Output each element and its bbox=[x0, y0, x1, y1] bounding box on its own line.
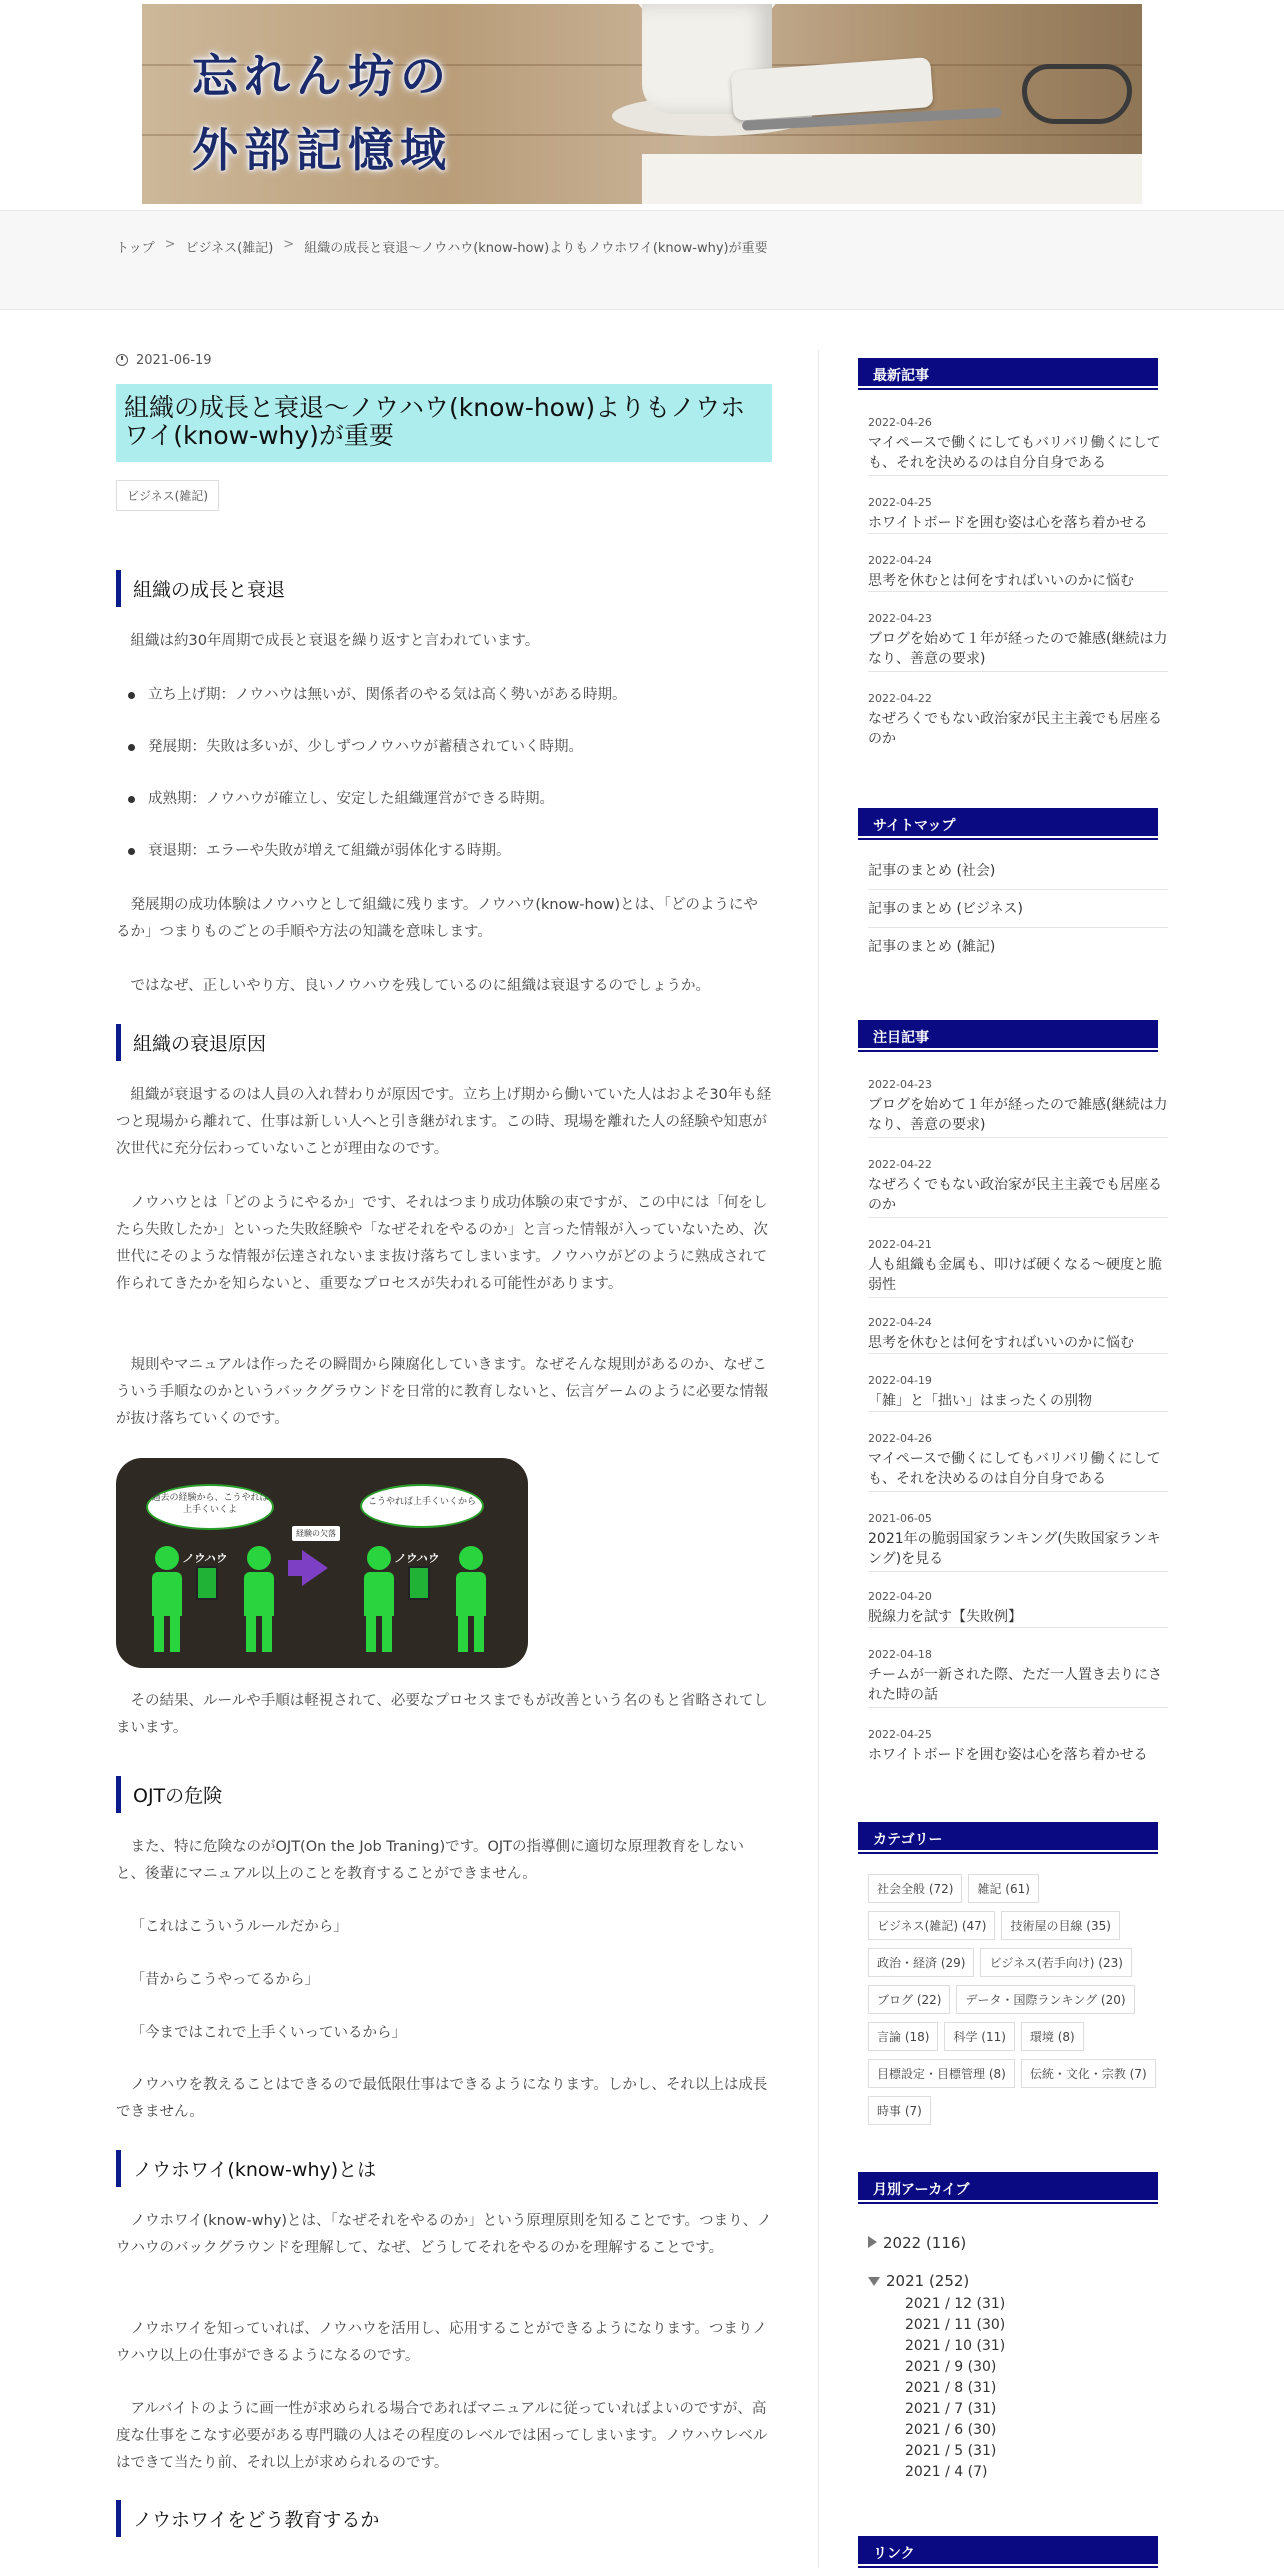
expand-icon bbox=[868, 2236, 877, 2248]
phase-list bbox=[116, 682, 627, 890]
popular-posts-heading: 注目記事 bbox=[858, 1020, 1158, 1050]
popular-post[interactable]: 2022-04-23 ブログを始めて１年が経ったので雑感(継続は力なり、善意の要求) bbox=[868, 1078, 1168, 1138]
heading-ojt: OJTの危険 bbox=[116, 1776, 222, 1813]
heading-cause: 組織の衰退原因 bbox=[116, 1024, 266, 1061]
category-tag[interactable]: 目標設定・目標管理 (8) bbox=[868, 2059, 1015, 2088]
category-tag[interactable]: 政治・経済 (29) bbox=[868, 1948, 974, 1977]
recent-post[interactable]: 2022-04-26 マイペースで働くにしてもバリバリ働くにしても、それを決めるのは自分自身である bbox=[868, 416, 1168, 476]
paragraph: ノウハウとは「どのようにやるか」です、それはつまり成功体験の束ですが、この中には「何をしたら失敗したか」といった失敗経験や「なぜそれをやるのか」と言った情報が入っていないため、次世代にそのような情報が伝達されないまま抜け落ちてしまいます。ノウハウがどのように熟成されて作られてきたかを知らないと、重要なプロセスが失われる可能性があります。 bbox=[116, 1195, 768, 1292]
list-item: 成熟期：ノウハウが確立し、安定した組織運営ができる時期。 bbox=[116, 786, 627, 838]
sitemap-link[interactable]: 記事のまとめ (雑記) bbox=[868, 939, 996, 955]
paragraph: 発展期の成功体験はノウハウとして組織に残ります。ノウハウ(know-how)とは、「どのようにやるか」つまりものごとの手順や方法の知識を意味します。 bbox=[116, 897, 758, 940]
archive-month[interactable]: 2021 / 8 (31) bbox=[905, 2380, 997, 2396]
article-tag[interactable]: ビジネス(雑記) bbox=[116, 480, 219, 511]
archive-heading: 月別アーカイブ bbox=[858, 2172, 1158, 2202]
category-tag[interactable]: 技術屋の目線 (35) bbox=[1001, 1911, 1119, 1940]
category-tag[interactable]: 社会全般 (72) bbox=[868, 1874, 962, 1903]
sitemap-link[interactable]: 記事のまとめ (ビジネス) bbox=[868, 890, 1168, 928]
quote: 「今まではこれで上手くいっているから」 bbox=[130, 2025, 406, 2041]
links-heading: リンク bbox=[858, 2536, 1158, 2566]
breadcrumb-band bbox=[0, 210, 1284, 310]
recent-post[interactable]: 2022-04-23 ブログを始めて１年が経ったので雑感(継続は力なり、善意の要求) bbox=[868, 612, 1168, 672]
arrow-label: 経験の欠落 bbox=[292, 1526, 340, 1541]
recent-post[interactable]: 2022-04-25 ホワイトボードを囲む姿は心を落ち着かせる bbox=[868, 496, 1168, 534]
article bbox=[116, 350, 772, 2531]
paragraph: ノウホワイ(know-why)とは、「なぜそれをやるのか」という原理原則を知ることです。つまり、ノウハウのバックグラウンドを理解して、なぜ、どうしてそれをやるのかを理解することです。 bbox=[116, 2213, 772, 2256]
archive-year-2022[interactable]: 2022 (116) bbox=[868, 2234, 966, 2252]
popular-post[interactable]: 2022-04-22 なぜろくでもない政治家が民主主義でも居座るのか bbox=[868, 1158, 1168, 1218]
paragraph: 規則やマニュアルは作ったその瞬間から陳腐化していきます。なぜそんな規則があるのか、なぜこういう手順なのかというバックグラウンドを日常的に教育しないと、伝言ゲームのように必要な情報が抜け落ちていくのです。 bbox=[116, 1357, 769, 1427]
recent-post[interactable]: 2022-04-22 なぜろくでもない政治家が民主主義でも居座るのか bbox=[868, 692, 1162, 747]
category-tag[interactable]: データ・国際ランキング (20) bbox=[956, 1985, 1134, 2014]
paragraph: また、特に危険なのがOJT(On the Job Traning)です。OJTの指導側に適切な原理教育をしないと、後輩にマニュアル以上のことを教育することができません。 bbox=[116, 1839, 745, 1882]
article-date: 2021-06-19 bbox=[116, 350, 772, 370]
archive-month[interactable]: 2021 / 12 (31) bbox=[905, 2296, 1006, 2312]
list-item: 立ち上げ期：ノウハウは無いが、関係者のやる気は高く勢いがある時期。 bbox=[116, 682, 627, 734]
category-tag[interactable]: 科学 (11) bbox=[944, 2022, 1014, 2051]
arrow-right-icon bbox=[302, 1550, 328, 1586]
category-tag[interactable]: 雑記 (61) bbox=[968, 1874, 1038, 1903]
breadcrumb-category[interactable]: ビジネス(雑記) bbox=[185, 241, 274, 256]
paragraph: 組織は約30年周期で成長と衰退を繰り返すと言われています。 bbox=[130, 633, 540, 649]
heading-growth: 組織の成長と衰退 bbox=[116, 570, 285, 607]
category-tag[interactable]: 時事 (7) bbox=[868, 2096, 931, 2125]
popular-post[interactable]: 2022-04-25 ホワイトボードを囲む姿は心を落ち着かせる bbox=[868, 1728, 1148, 1763]
knowhow-illustration: 過去の経験から、こうやれば上手くいくよ こうやれば上手くいくから 経験の欠落 ノウハウ ノウハウ bbox=[116, 1458, 528, 1668]
heading-teach: ノウホワイをどう教育するか bbox=[116, 2500, 379, 2537]
sitemap-heading: サイトマップ bbox=[858, 808, 1158, 838]
site-title-line2: 外部記憶域 bbox=[192, 123, 452, 177]
paragraph: 組織が衰退するのは人員の入れ替わりが原因です。立ち上げ期から働いていた人はおよそ30年も経つと現場から離れて、仕事は新しい人へと引き継がれます。この時、現場を離れた人の経験や知恵が次世代に充分伝わっていないことが理由なのです。 bbox=[116, 1087, 772, 1157]
category-heading: カテゴリー bbox=[858, 1822, 1158, 1852]
popular-post[interactable]: 2022-04-19 「雑」と「拙い」はまったくの別物 bbox=[868, 1374, 1168, 1412]
category-tag[interactable]: 言論 (18) bbox=[868, 2022, 938, 2051]
collapse-icon bbox=[868, 2277, 880, 2286]
archive-month[interactable]: 2021 / 11 (30) bbox=[905, 2317, 1006, 2333]
recent-posts-heading: 最新記事 bbox=[858, 358, 1158, 388]
popular-post[interactable]: 2022-04-21 人も組織も金属も、叩けば硬くなる～硬度と脆弱性 bbox=[868, 1238, 1168, 1298]
category-tag[interactable]: ビジネス(若手向け) (23) bbox=[980, 1948, 1131, 1977]
popular-post[interactable]: 2022-04-18 チームが一新された際、ただ一人置き去りにされた時の話 bbox=[868, 1648, 1168, 1708]
speech-bubble-left: 過去の経験から、こうやれば上手くいくよ bbox=[146, 1484, 274, 1530]
clock-icon bbox=[116, 354, 128, 366]
quote: 「これはこういうルールだから」 bbox=[130, 1919, 348, 1935]
paragraph: ノウハウを教えることはできるので最低限仕事はできるようになります。しかし、それ以上は成長できません。 bbox=[116, 2077, 768, 2120]
list-item: 衰退期：エラーや失敗が増えて組織が弱体化する時期。 bbox=[116, 838, 627, 890]
archive-month[interactable]: 2021 / 5 (31) bbox=[905, 2443, 997, 2459]
speech-bubble-right: こうやれば上手くいくから bbox=[360, 1484, 484, 1528]
archive-month[interactable]: 2021 / 7 (31) bbox=[905, 2401, 997, 2417]
glasses-icon bbox=[1022, 64, 1132, 124]
breadcrumb: トップ > ビジネス(雑記) > 組織の成長と衰退～ノウハウ(know-how)よりもノウホワイ(know-why)が重要 bbox=[116, 237, 768, 256]
archive-month[interactable]: 2021 / 9 (30) bbox=[905, 2359, 997, 2375]
paragraph: アルバイトのように画一性が求められる場合であればマニュアルに従っていればよいのですが、高度な仕事をこなす必要がある専門職の人はその程度のレベルでは困ってしまいます。ノウハウレベルはできて当たり前、それ以上が求められるのです。 bbox=[116, 2401, 768, 2471]
archive-year-2021[interactable]: 2021 (252) bbox=[868, 2272, 969, 2290]
archive-month[interactable]: 2021 / 10 (31) bbox=[905, 2338, 1006, 2354]
popular-post[interactable]: 2022-04-24 思考を休むとは何をすればいいのかに悩む bbox=[868, 1316, 1168, 1354]
site-title-line1: 忘れん坊の bbox=[192, 49, 452, 103]
person-icon bbox=[152, 1546, 182, 1656]
archive-month-list bbox=[905, 2294, 1005, 2483]
clipboard-icon bbox=[196, 1566, 218, 1600]
popular-post[interactable]: 2021-06-05 2021年の脆弱国家ランキング(失敗国家ランキング)を見る bbox=[868, 1512, 1168, 1572]
person-icon bbox=[364, 1546, 394, 1656]
archive-month[interactable]: 2021 / 4 (7) bbox=[905, 2464, 988, 2480]
person-icon bbox=[456, 1546, 486, 1656]
person-icon bbox=[244, 1546, 274, 1656]
category-tag[interactable]: 環境 (8) bbox=[1021, 2022, 1084, 2051]
category-tag[interactable]: ブログ (22) bbox=[868, 1985, 950, 2014]
paragraph: その結果、ルールや手順は軽視されて、必要なプロセスまでもが改善という名のもと省略されてしまいます。 bbox=[116, 1693, 768, 1736]
page-title: 組織の成長と衰退～ノウハウ(know-how)よりもノウホワイ(know-why)が重要 bbox=[116, 384, 772, 462]
list-item: 発展期：失敗は多いが、少しずつノウハウが蓄積されていく時期。 bbox=[116, 734, 627, 786]
paragraph: ではなぜ、正しいやり方、良いノウハウを残しているのに組織は衰退するのでしょうか。 bbox=[130, 978, 711, 994]
clipboard-icon bbox=[408, 1566, 430, 1600]
popular-post[interactable]: 2022-04-20 脱線力を試す【失敗例】 bbox=[868, 1590, 1168, 1628]
paragraph: ノウホワイを知っていれば、ノウハウを活用し、応用することができるようになります。つまりノウハウ以上の仕事ができるようになるのです。 bbox=[116, 2321, 767, 2364]
category-list bbox=[868, 1874, 1168, 2125]
archive-month[interactable]: 2021 / 6 (30) bbox=[905, 2422, 997, 2438]
quote: 「昔からこうやってるから」 bbox=[130, 1972, 319, 1988]
popular-post[interactable]: 2022-04-26 マイペースで働くにしてもバリバリ働くにしても、それを決めるのは自分自身である bbox=[868, 1432, 1168, 1492]
header-banner[interactable] bbox=[142, 4, 1142, 204]
category-tag[interactable]: 伝統・文化・宗教 (7) bbox=[1021, 2059, 1156, 2088]
category-tag[interactable]: ビジネス(雑記) (47) bbox=[868, 1911, 995, 1940]
breadcrumb-home[interactable]: トップ bbox=[116, 241, 155, 256]
recent-post[interactable]: 2022-04-24 思考を休むとは何をすればいいのかに悩む bbox=[868, 554, 1168, 592]
heading-knowwhy: ノウホワイ(know-why)とは bbox=[116, 2150, 376, 2187]
sitemap-link[interactable]: 記事のまとめ (社会) bbox=[868, 852, 1168, 890]
breadcrumb-current: 組織の成長と衰退～ノウハウ(know-how)よりもノウホワイ(know-why)が重要 bbox=[304, 241, 768, 256]
